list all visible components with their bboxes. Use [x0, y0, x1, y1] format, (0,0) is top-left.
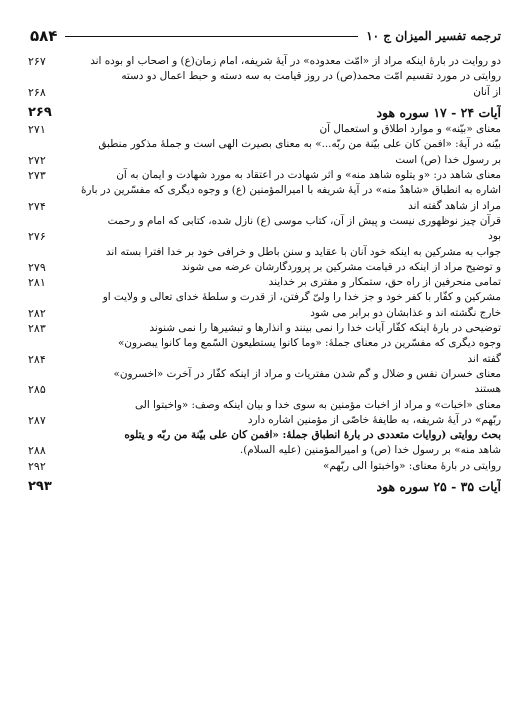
toc-entry — [28, 122, 501, 137]
toc-entry-text: از آنان — [473, 85, 501, 98]
toc-entry — [28, 69, 501, 84]
toc-entry — [28, 229, 501, 244]
toc-entry-text: بر رسول خدا (ص) است — [395, 153, 501, 166]
toc-page-number: ۲۷۲ — [28, 153, 46, 167]
toc-entry-text: اشاره به انطباق «شاهدٌ منه» در آیهٔ شریفه با امیرالمؤمنین (ع) و وجوه دیگری که مفسّرین در بارهٔ — [80, 184, 501, 197]
toc-entry — [28, 54, 501, 69]
toc-entry-text: ربّهم» در آیهٔ شریفه، به طایفهٔ خاصّی از مؤمنین اشاره دارد — [247, 413, 501, 426]
toc-page-number: ۲۶۹ — [28, 104, 52, 120]
toc-page-number: ۲۸۷ — [28, 413, 46, 427]
toc-page-number: ۲۷۶ — [28, 230, 46, 244]
toc-entry — [28, 137, 501, 152]
toc-page-number: ۲۸۴ — [28, 352, 46, 366]
toc-entry — [28, 398, 501, 413]
toc-page-number: ۲۸۵ — [28, 383, 46, 397]
toc-entry-text: قرآن چیز نوظهوری نیست و پیش از آن، کتاب موسی (ع) نازل شده، کتابی که امام و رحمت — [107, 214, 501, 227]
toc-entry-text: خارج نگشته اند و عذابشان دو برابر می شود — [310, 306, 501, 319]
toc-entry-text: وجوه دیگری که مفسّرین در معنای جملهٔ: «وما کانوا یستطیعون السّمع وما کانوا یبصرون» — [117, 337, 501, 350]
toc-page-number: ۲۷۴ — [28, 199, 46, 213]
toc-page-number: ۲۸۲ — [28, 306, 46, 320]
toc-entry-text: معنای خسران نفس و ضلال و گم شدن مفتریات و مراد از اینکه کفّار در آخرت «اخسرون» — [113, 367, 501, 380]
toc-entry — [28, 168, 501, 183]
toc-entry-text: شاهد منه» بر رسول خدا (ص) و امیرالمؤمنین (علیه السلام). — [239, 444, 501, 457]
page-number: ۵۸۴ — [30, 27, 58, 45]
toc-entry-text: هستند — [474, 383, 501, 396]
toc-entry-text: آیات ۲۴ - ۱۷ سوره هود — [376, 104, 501, 120]
toc-entry — [28, 382, 501, 397]
toc-entry — [28, 352, 501, 367]
toc-entry — [28, 413, 501, 428]
table-of-contents — [28, 54, 501, 496]
toc-entry-text: گفته اند — [467, 352, 501, 365]
toc-entry — [28, 428, 501, 443]
toc-entry — [28, 260, 501, 275]
toc-page-number: ۲۷۱ — [28, 123, 46, 137]
toc-page-number: ۲۶۸ — [28, 85, 46, 99]
toc-page-number: ۲۶۷ — [28, 55, 46, 68]
toc-entry — [28, 214, 501, 229]
toc-page-number: ۲۷۹ — [28, 260, 46, 274]
toc-entry-text: و توضیح مراد از اینکه در قیامت مشرکین بر پروردگارشان عرضه می شوند — [181, 260, 501, 273]
toc-entry — [28, 199, 501, 214]
toc-entry — [28, 459, 501, 474]
toc-entry — [28, 183, 501, 198]
toc-page-number: ۲۸۸ — [28, 444, 46, 458]
toc-entry-text: معنای شاهد در: «و یتلوه شاهد منه» و اثر شهادت در اعتقاد به مورد شهادت و ایمان به آن — [116, 169, 501, 182]
toc-entry-text: بود — [488, 230, 501, 243]
toc-page-number: ۲۷۳ — [28, 169, 46, 183]
toc-entry-text: بحث روایتی (روایات متعددی در بارهٔ انطباق جملهٔ: «افمن کان علی بیّنة من ربّه و یتلوه — [124, 429, 501, 442]
section-heading-row — [28, 105, 501, 120]
toc-page-number: ۲۹۳ — [28, 479, 52, 495]
toc-entry-text: تمامی منحرفین از راه حق، ستمکار و مفتری بر خدایند — [268, 276, 501, 289]
toc-entry — [28, 306, 501, 321]
toc-entry-text: مشرکین و کفّار با کفر خود و جز خدا را ولیّ گرفتن، از قدرت و سلطهٔ خدای تعالی و ولایت او — [102, 291, 501, 304]
toc-entry-text: توضیحی در بارهٔ اینکه کفّار آیات خدا را نمی بینند و انذارها و تبشیرها را نمی شنوند — [149, 322, 501, 335]
toc-entry-text: آیات ۳۵ - ۲۵ سوره هود — [376, 479, 501, 495]
toc-entry — [28, 336, 501, 351]
header-rule — [65, 36, 358, 37]
toc-entry — [28, 153, 501, 168]
toc-entry — [28, 321, 501, 336]
toc-entry — [28, 275, 501, 290]
toc-entry — [28, 245, 501, 260]
toc-entry — [28, 443, 501, 458]
toc-entry-text: معنای «اخبات» و مراد از اخبات مؤمنین به سوی خدا و بیان اینکه وصف: «واخبتوا الی — [135, 398, 501, 411]
toc-entry-text: دو روایت در بارهٔ اینکه مراد از «امّت معدوده» در آیهٔ شریفه، امام زمان(ع) و اصحاب او بوده اند — [90, 55, 501, 67]
toc-entry-text: روایتی در بارهٔ معنای: «واخبتوا الی ربّهم» — [322, 459, 501, 472]
toc-entry-text: معنای «بیّنه» و موارد اطلاق و استعمال آن — [319, 123, 501, 136]
toc-entry-text: روایتی در مورد تقسیم امّت محمد(ص) در روز قیامت به سه دسته و حبط اعمال دو دسته — [121, 70, 501, 83]
toc-entry-text: جواب به مشرکین به اینکه خود آنان با عقاید و سنن باطل و خرافی خود بر خدا افترا بسته اند — [105, 245, 501, 258]
toc-entry-text: مراد از شاهد گفته اند — [408, 199, 501, 212]
toc-entry-text: بیّنه در آیهٔ: «افمن کان علی بیّنة من ربّه...» به معنای بصیرت الهی است و جملهٔ مذکور منطبق — [98, 138, 501, 151]
page-header — [30, 28, 501, 44]
toc-entry — [28, 290, 501, 305]
toc-entry — [28, 85, 501, 100]
toc-page-number: ۲۸۳ — [28, 322, 46, 336]
toc-page-number: ۲۸۱ — [28, 276, 46, 290]
section-heading-row — [28, 479, 501, 494]
toc-page-number: ۲۹۲ — [28, 459, 46, 473]
toc-entry — [28, 367, 501, 382]
running-title: ترجمه تفسیر المیزان ج ۱۰ — [366, 29, 501, 43]
